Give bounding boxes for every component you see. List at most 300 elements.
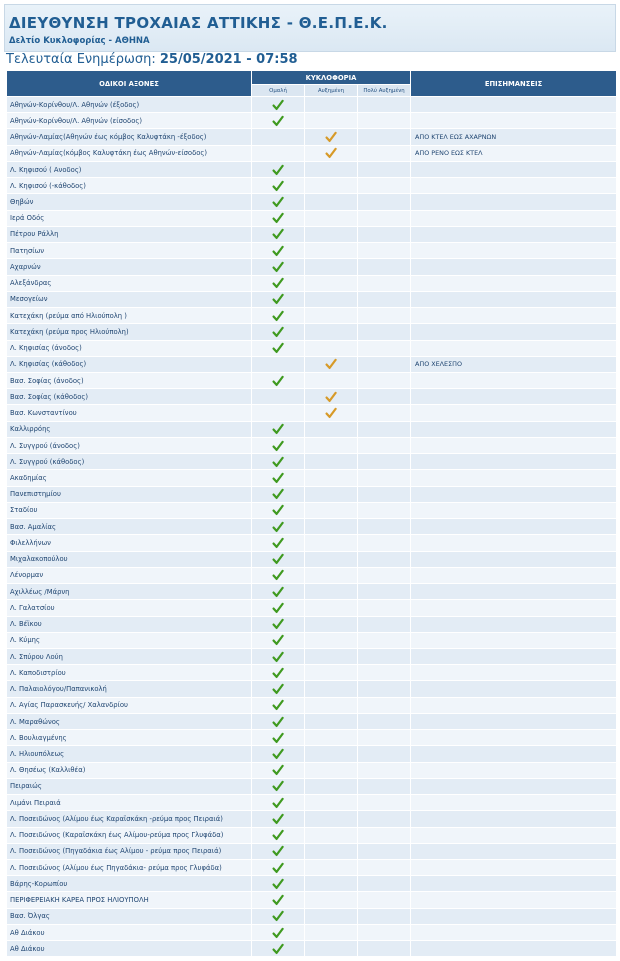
road-axis-name: Λ. Κηφισίας (άνοδος) (7, 340, 252, 356)
road-axis-name: Αθηνών-Λαμίας(Αθηνών έως κόμβος Καλυφτάκη -έξοδος) (7, 129, 252, 145)
table-row (7, 811, 617, 827)
road-axis-name: Λ. Βέϊκου (7, 616, 252, 632)
table-row (7, 421, 617, 437)
remark-cell (411, 437, 616, 453)
green-check-icon (272, 196, 284, 208)
green-check-icon (272, 180, 284, 192)
green-check-icon (272, 845, 284, 857)
status-cell-increased (305, 437, 358, 453)
remark-cell (411, 178, 616, 194)
status-cell-very-increased (358, 632, 411, 648)
remark-cell (411, 600, 616, 616)
road-axis-name: Μεσογείων (7, 291, 252, 307)
road-axis-name: Κατεχάκη (ρεύμα από Ηλιούπολη ) (7, 308, 252, 324)
table-row (7, 324, 617, 340)
traffic-table-body (7, 97, 617, 957)
status-cell-normal (252, 713, 305, 729)
orange-check-icon (325, 147, 337, 159)
status-cell-very-increased (358, 405, 411, 421)
green-check-icon (272, 748, 284, 760)
green-check-icon (272, 342, 284, 354)
table-row (7, 129, 617, 145)
traffic-table-container[interactable] (6, 70, 616, 961)
road-axis-name: Φιλελλήνων (7, 535, 252, 551)
remark-cell (411, 665, 616, 681)
column-header-remarks: ΕΠΙΣΗΜΑΝΣΕΙΣ (411, 71, 616, 97)
status-cell-normal (252, 778, 305, 794)
status-cell-normal (252, 892, 305, 908)
status-cell-normal (252, 194, 305, 210)
table-row (7, 892, 617, 908)
road-axis-name: Λ. Κηφισού (-κάθοδος) (7, 178, 252, 194)
green-check-icon (272, 699, 284, 711)
table-row (7, 113, 617, 129)
status-cell-very-increased (358, 243, 411, 259)
status-cell-normal (252, 551, 305, 567)
green-check-icon (272, 228, 284, 240)
status-cell-normal (252, 827, 305, 843)
status-cell-increased (305, 454, 358, 470)
road-axis-name: Βασ. Σοφίας (κάθοδος) (7, 389, 252, 405)
green-check-icon (272, 277, 284, 289)
status-cell-increased (305, 681, 358, 697)
road-axis-name: Ακαδημίας (7, 470, 252, 486)
remark-cell (411, 226, 616, 242)
column-header-axis: ΟΔΙΚΟΙ ΑΞΟΝΕΣ (7, 71, 252, 97)
table-row (7, 275, 617, 291)
road-axis-name: ΠΕΡΙΦΕΡΕΙΑΚΗ ΚΑΡΕΑ ΠΡΟΣ ΗΛΙΟΥΠΟΛΗ (7, 892, 252, 908)
status-cell-increased (305, 876, 358, 892)
status-cell-normal (252, 519, 305, 535)
status-cell-normal (252, 308, 305, 324)
status-cell-increased (305, 665, 358, 681)
status-cell-normal (252, 145, 305, 161)
table-row (7, 762, 617, 778)
table-row (7, 795, 617, 811)
status-cell-very-increased (358, 389, 411, 405)
green-check-icon (272, 829, 284, 841)
table-row (7, 876, 617, 892)
road-axis-name: Λ. Συγγρού (άνοδος) (7, 437, 252, 453)
road-axis-name: Πανεπιστημίου (7, 486, 252, 502)
road-axis-name: Αλεξάνδρας (7, 275, 252, 291)
status-cell-very-increased (358, 454, 411, 470)
orange-check-icon (325, 131, 337, 143)
road-axis-name: Λ. Συγγρού (κάθοδος) (7, 454, 252, 470)
remark-cell (411, 616, 616, 632)
table-row (7, 616, 617, 632)
road-axis-name: Λ. Καποδιστρίου (7, 665, 252, 681)
status-cell-very-increased (358, 746, 411, 762)
table-row (7, 194, 617, 210)
green-check-icon (272, 553, 284, 565)
green-check-icon (272, 878, 284, 890)
remark-cell (411, 843, 616, 859)
status-cell-normal (252, 502, 305, 518)
status-cell-normal (252, 129, 305, 145)
road-axis-name: Λ. Σπύρου Λούη (7, 648, 252, 664)
status-cell-very-increased (358, 762, 411, 778)
status-cell-normal (252, 356, 305, 372)
table-row (7, 746, 617, 762)
status-cell-normal (252, 908, 305, 924)
road-axis-name: Λ. Κηφισίας (κάθοδος) (7, 356, 252, 372)
road-axis-name: Αθηνών-Κορίνθου/Λ. Αθηνών (έξοδος) (7, 97, 252, 113)
status-cell-increased (305, 308, 358, 324)
subheader-normal: Ομαλή (252, 85, 305, 97)
status-cell-normal (252, 454, 305, 470)
table-row (7, 778, 617, 794)
status-cell-normal (252, 600, 305, 616)
page-subtitle: Δελτίο Κυκλοφορίας - ΑΘΗΝΑ (9, 36, 150, 46)
status-cell-very-increased (358, 178, 411, 194)
remark-cell (411, 519, 616, 535)
green-check-icon (272, 586, 284, 598)
table-row (7, 291, 617, 307)
green-check-icon (272, 732, 284, 744)
status-cell-normal (252, 161, 305, 177)
status-cell-very-increased (358, 113, 411, 129)
status-cell-normal (252, 486, 305, 502)
table-row (7, 243, 617, 259)
remark-cell (411, 924, 616, 940)
road-axis-name: Βάρης-Κορωπίου (7, 876, 252, 892)
status-cell-normal (252, 648, 305, 664)
road-axis-name: Αχαρνών (7, 259, 252, 275)
road-axis-name: Σταδίου (7, 502, 252, 518)
table-row (7, 941, 617, 957)
status-cell-very-increased (358, 356, 411, 372)
status-cell-normal (252, 941, 305, 957)
table-row (7, 486, 617, 502)
status-cell-very-increased (358, 665, 411, 681)
status-cell-increased (305, 502, 358, 518)
green-check-icon (272, 910, 284, 922)
status-cell-increased (305, 746, 358, 762)
road-axis-name: Καλλιρρόης (7, 421, 252, 437)
status-cell-normal (252, 372, 305, 388)
table-row (7, 210, 617, 226)
green-check-icon (272, 716, 284, 728)
remark-cell (411, 275, 616, 291)
status-cell-very-increased (358, 275, 411, 291)
status-cell-increased (305, 356, 358, 372)
table-row (7, 860, 617, 876)
status-cell-very-increased (358, 616, 411, 632)
table-row (7, 161, 617, 177)
status-cell-very-increased (358, 486, 411, 502)
table-row (7, 437, 617, 453)
green-check-icon (272, 423, 284, 435)
table-row (7, 567, 617, 583)
status-cell-increased (305, 113, 358, 129)
remark-cell (411, 730, 616, 746)
remark-cell (411, 876, 616, 892)
status-cell-normal (252, 470, 305, 486)
road-axis-name: Πειραιώς (7, 778, 252, 794)
status-cell-increased (305, 486, 358, 502)
road-axis-name: Λ. Μαραθώνος (7, 713, 252, 729)
status-cell-increased (305, 551, 358, 567)
green-check-icon (272, 99, 284, 111)
status-cell-increased (305, 778, 358, 794)
status-cell-very-increased (358, 697, 411, 713)
table-row (7, 730, 617, 746)
status-cell-increased (305, 161, 358, 177)
remark-cell: ΑΠΟ ΧΕΛΕΣΠΟ (411, 356, 616, 372)
status-cell-normal (252, 97, 305, 113)
status-cell-normal (252, 259, 305, 275)
road-axis-name: Αθ Διάκου (7, 924, 252, 940)
status-cell-normal (252, 632, 305, 648)
status-cell-increased (305, 324, 358, 340)
remark-cell (411, 470, 616, 486)
table-row (7, 600, 617, 616)
status-cell-increased (305, 762, 358, 778)
column-header-traffic: ΚΥΚΛΟΦΟΡΙΑ (252, 71, 411, 85)
status-cell-very-increased (358, 860, 411, 876)
green-check-icon (272, 212, 284, 224)
status-cell-normal (252, 665, 305, 681)
status-cell-normal (252, 876, 305, 892)
green-check-icon (272, 651, 284, 663)
table-row (7, 535, 617, 551)
status-cell-very-increased (358, 129, 411, 145)
table-row (7, 178, 617, 194)
status-cell-increased (305, 811, 358, 827)
road-axis-name: Αχιλλέως /Μάρνη (7, 584, 252, 600)
green-check-icon (272, 164, 284, 176)
remark-cell (411, 405, 616, 421)
table-row (7, 389, 617, 405)
remark-cell (411, 389, 616, 405)
status-cell-normal (252, 762, 305, 778)
status-cell-very-increased (358, 876, 411, 892)
remark-cell (411, 535, 616, 551)
remark-cell (411, 486, 616, 502)
table-row (7, 697, 617, 713)
road-axis-name: Λ. Θησέως (Καλλιθέα) (7, 762, 252, 778)
green-check-icon (272, 488, 284, 500)
road-axis-name: Βασ. Αμαλίας (7, 519, 252, 535)
status-cell-very-increased (358, 210, 411, 226)
table-row (7, 713, 617, 729)
green-check-icon (272, 683, 284, 695)
road-axis-name: Λ. Βουλιαγμένης (7, 730, 252, 746)
green-check-icon (272, 862, 284, 874)
remark-cell (411, 778, 616, 794)
road-axis-name: Αθηνών-Λαμίας(κόμβος Καλυφτάκη έως Αθηνών-είσοδος) (7, 145, 252, 161)
status-cell-increased (305, 827, 358, 843)
remark-cell (411, 454, 616, 470)
remark-cell: ΑΠΟ ΡΕΝΟ ΕΩΣ ΚΤΕΛ (411, 145, 616, 161)
table-row (7, 470, 617, 486)
green-check-icon (272, 894, 284, 906)
status-cell-very-increased (358, 648, 411, 664)
status-cell-very-increased (358, 421, 411, 437)
remark-cell (411, 584, 616, 600)
status-cell-normal (252, 210, 305, 226)
road-axis-name: Πέτρου Ράλλη (7, 226, 252, 242)
status-cell-increased (305, 389, 358, 405)
status-cell-increased (305, 730, 358, 746)
table-row (7, 340, 617, 356)
green-check-icon (272, 261, 284, 273)
remark-cell (411, 567, 616, 583)
road-axis-name: Λ. Ποσειδώνος (Πηγαδάκια έως Αλίμου - ρεύμα προς Πειραιά) (7, 843, 252, 859)
green-check-icon (272, 569, 284, 581)
table-row (7, 405, 617, 421)
road-axis-name: Βασ. Σοφίας (άνοδος) (7, 372, 252, 388)
remark-cell (411, 908, 616, 924)
status-cell-very-increased (358, 892, 411, 908)
status-cell-normal (252, 243, 305, 259)
table-row (7, 551, 617, 567)
status-cell-very-increased (358, 470, 411, 486)
remark-cell (411, 97, 616, 113)
status-cell-normal (252, 584, 305, 600)
status-cell-very-increased (358, 324, 411, 340)
green-check-icon (272, 667, 284, 679)
road-axis-name: Αθ Διάκου (7, 941, 252, 957)
road-axis-name: Θηβών (7, 194, 252, 210)
status-cell-increased (305, 421, 358, 437)
status-cell-increased (305, 941, 358, 957)
status-cell-increased (305, 519, 358, 535)
orange-check-icon (325, 358, 337, 370)
status-cell-increased (305, 632, 358, 648)
green-check-icon (272, 472, 284, 484)
status-cell-increased (305, 648, 358, 664)
status-cell-very-increased (358, 924, 411, 940)
road-axis-name: Πατησίων (7, 243, 252, 259)
status-cell-very-increased (358, 600, 411, 616)
status-cell-normal (252, 843, 305, 859)
status-cell-very-increased (358, 551, 411, 567)
road-axis-name: Μιχαλακοπούλου (7, 551, 252, 567)
table-row (7, 308, 617, 324)
status-cell-increased (305, 97, 358, 113)
status-cell-very-increased (358, 567, 411, 583)
table-row (7, 843, 617, 859)
status-cell-increased (305, 843, 358, 859)
status-cell-normal (252, 811, 305, 827)
status-cell-normal (252, 535, 305, 551)
status-cell-normal (252, 113, 305, 129)
status-cell-normal (252, 437, 305, 453)
table-row (7, 372, 617, 388)
status-cell-increased (305, 584, 358, 600)
last-update (6, 52, 298, 67)
status-cell-normal (252, 275, 305, 291)
last-update-value: 25/05/2021 - 07:58 (159, 52, 298, 67)
table-row (7, 827, 617, 843)
status-cell-normal (252, 860, 305, 876)
status-cell-normal (252, 340, 305, 356)
status-cell-very-increased (358, 778, 411, 794)
remark-cell (411, 811, 616, 827)
remark-cell (411, 697, 616, 713)
status-cell-very-increased (358, 519, 411, 535)
status-cell-normal (252, 389, 305, 405)
remark-cell (411, 210, 616, 226)
road-axis-name: Λιμάνι Πειραιά (7, 795, 252, 811)
status-cell-very-increased (358, 194, 411, 210)
table-row (7, 584, 617, 600)
status-cell-normal (252, 178, 305, 194)
table-row (7, 259, 617, 275)
status-cell-increased (305, 470, 358, 486)
status-cell-normal (252, 681, 305, 697)
status-cell-very-increased (358, 713, 411, 729)
remark-cell (411, 243, 616, 259)
table-row (7, 924, 617, 940)
status-cell-normal (252, 697, 305, 713)
road-axis-name: Ιερά Οδός (7, 210, 252, 226)
status-cell-increased (305, 243, 358, 259)
remark-cell (411, 860, 616, 876)
traffic-table (6, 70, 616, 957)
green-check-icon (272, 618, 284, 630)
status-cell-normal (252, 567, 305, 583)
status-cell-increased (305, 340, 358, 356)
orange-check-icon (325, 407, 337, 419)
last-update-label: Τελευταία Ενημέρωση: (6, 52, 156, 67)
green-check-icon (272, 780, 284, 792)
green-check-icon (272, 245, 284, 257)
green-check-icon (272, 634, 284, 646)
remark-cell (411, 762, 616, 778)
status-cell-normal (252, 291, 305, 307)
status-cell-increased (305, 567, 358, 583)
green-check-icon (272, 927, 284, 939)
remark-cell (411, 421, 616, 437)
status-cell-very-increased (358, 730, 411, 746)
status-cell-very-increased (358, 827, 411, 843)
green-check-icon (272, 537, 284, 549)
status-cell-very-increased (358, 161, 411, 177)
status-cell-increased (305, 860, 358, 876)
remark-cell (411, 113, 616, 129)
status-cell-normal (252, 405, 305, 421)
status-cell-very-increased (358, 908, 411, 924)
road-axis-name: Λ. Ποσειδώνος (Αλίμου έως Πηγαδάκια- ρεύμα προς Γλυφάδα) (7, 860, 252, 876)
remark-cell (411, 308, 616, 324)
remark-cell (411, 372, 616, 388)
table-row (7, 502, 617, 518)
table-row (7, 681, 617, 697)
table-row (7, 226, 617, 242)
status-cell-very-increased (358, 843, 411, 859)
road-axis-name: Βασ. Όλγας (7, 908, 252, 924)
road-axis-name: Κατεχάκη (ρεύμα προς Ηλιούπολη) (7, 324, 252, 340)
status-cell-very-increased (358, 340, 411, 356)
green-check-icon (272, 293, 284, 305)
status-cell-normal (252, 795, 305, 811)
status-cell-normal (252, 746, 305, 762)
road-axis-name: Λ. Αγίας Παρασκευής/ Χαλανδρίου (7, 697, 252, 713)
table-row (7, 145, 617, 161)
remark-cell (411, 340, 616, 356)
table-row (7, 519, 617, 535)
remark-cell (411, 551, 616, 567)
status-cell-very-increased (358, 97, 411, 113)
status-cell-very-increased (358, 795, 411, 811)
remark-cell (411, 648, 616, 664)
remark-cell (411, 194, 616, 210)
status-cell-increased (305, 405, 358, 421)
status-cell-very-increased (358, 941, 411, 957)
